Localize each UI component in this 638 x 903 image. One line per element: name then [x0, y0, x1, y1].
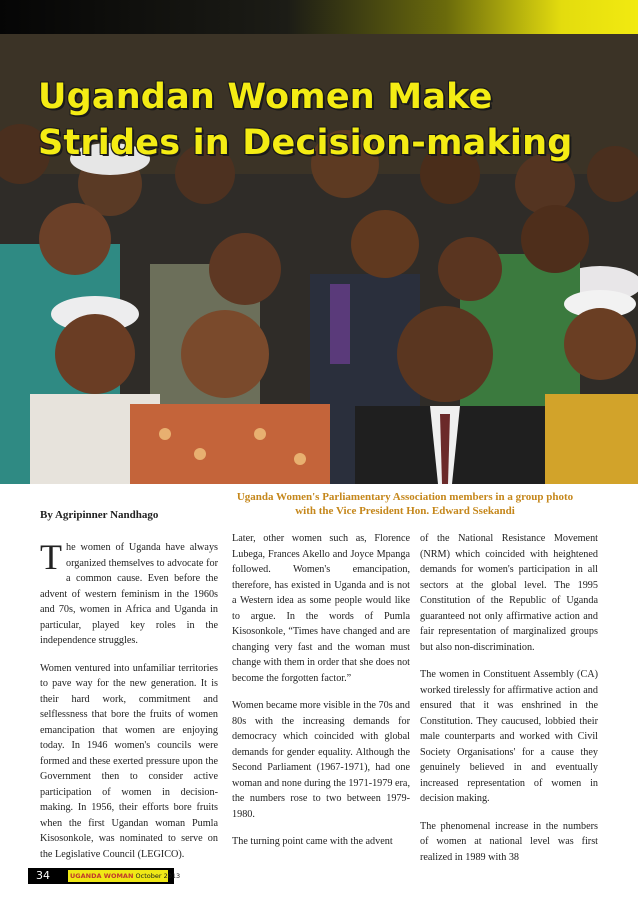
- article-column-3: [420, 531, 598, 877]
- page-footer: [0, 868, 638, 903]
- drop-cap: T: [40, 537, 62, 577]
- paragraph: The women in Constituent Assembly (CA) worked tirelessly for affirmative action and ensured that it was enshrined in the Constitution. They caucused, lobbied their male counterparts and worked with Civil Society Organisations' for a cause they genuinely believed in and eventually increased representation of women in decision making.: [420, 669, 598, 804]
- paragraph: [40, 537, 218, 649]
- paragraph: Women ventured into unfamiliar territories to pave way for the new generation. It is their hard work, commitment and selflessness that bore the fruits of women emancipation that women are enjoying today. In 1946 women's councils were formed and these exerted pressure upon the Government then to consider active participation of women in decision-making. In 1956, their efforts bore fruits when the first Ugandan woman Pumla Kisosonkole, was nominated to serve on the Legislative Council (LEGICO).: [40, 662, 218, 860]
- page-number: 34: [36, 869, 50, 882]
- footer-label: [70, 870, 180, 882]
- paragraph: Women became more visible in the 70s and 80s with the increasing demands for democracy which coincided with global demands for gender equality. Although the Second Parliament (1967-1971), had one woman and none during the 1971-1979 era, the numbers rose to two between 1979-1980.: [232, 700, 410, 820]
- article-column-1: [40, 537, 218, 874]
- group-photo: [0, 34, 638, 484]
- photo-caption: Uganda Women's Parliamentary Association members in a group photo with the Vice President Hon. Edward Ssekandi: [236, 491, 574, 517]
- paragraph-text: he women of Uganda have always organized themselves to advocate for a common cause. Even before the advent of western feminism in the 1960s and 70s, women in Africa and Uganda in particular, played key roles in the independence struggles.: [40, 542, 218, 646]
- article-headline: Ugandan Women Make Strides in Decision-making: [38, 77, 573, 163]
- top-banner-strip: [0, 0, 638, 34]
- paragraph: The turning point came with the advent: [232, 836, 393, 847]
- paragraph: Later, other women such as, Florence Lubega, Frances Akello and Joyce Mpanga followed. Women's emancipation, therefore, has existed in Uganda and is not a Western idea as some people would like to argue. In the words of Pumla Kisosonkole, “Times have changed and are changing very fast and the woman must change with them in order that she does not become the forgotten factor.”: [232, 533, 410, 684]
- paragraph: The phenomenal increase in the numbers of women at national level was first realized in 1989 with 38: [420, 820, 598, 863]
- issue-date: October 2013: [135, 872, 181, 880]
- article-column-2: [232, 531, 410, 862]
- magazine-name: UGANDA WOMAN: [70, 872, 134, 880]
- paragraph: of the National Resistance Movement (NRM) which coincided with heightened demands for women's participation in all sectors at the global level. The 1995 Constitution of the Republic of Uganda guaranteed not only affirmative action and fair representation of marginalized groups but also non-discrimination.: [420, 533, 598, 653]
- byline: By Agripinner Nandhago: [40, 509, 159, 521]
